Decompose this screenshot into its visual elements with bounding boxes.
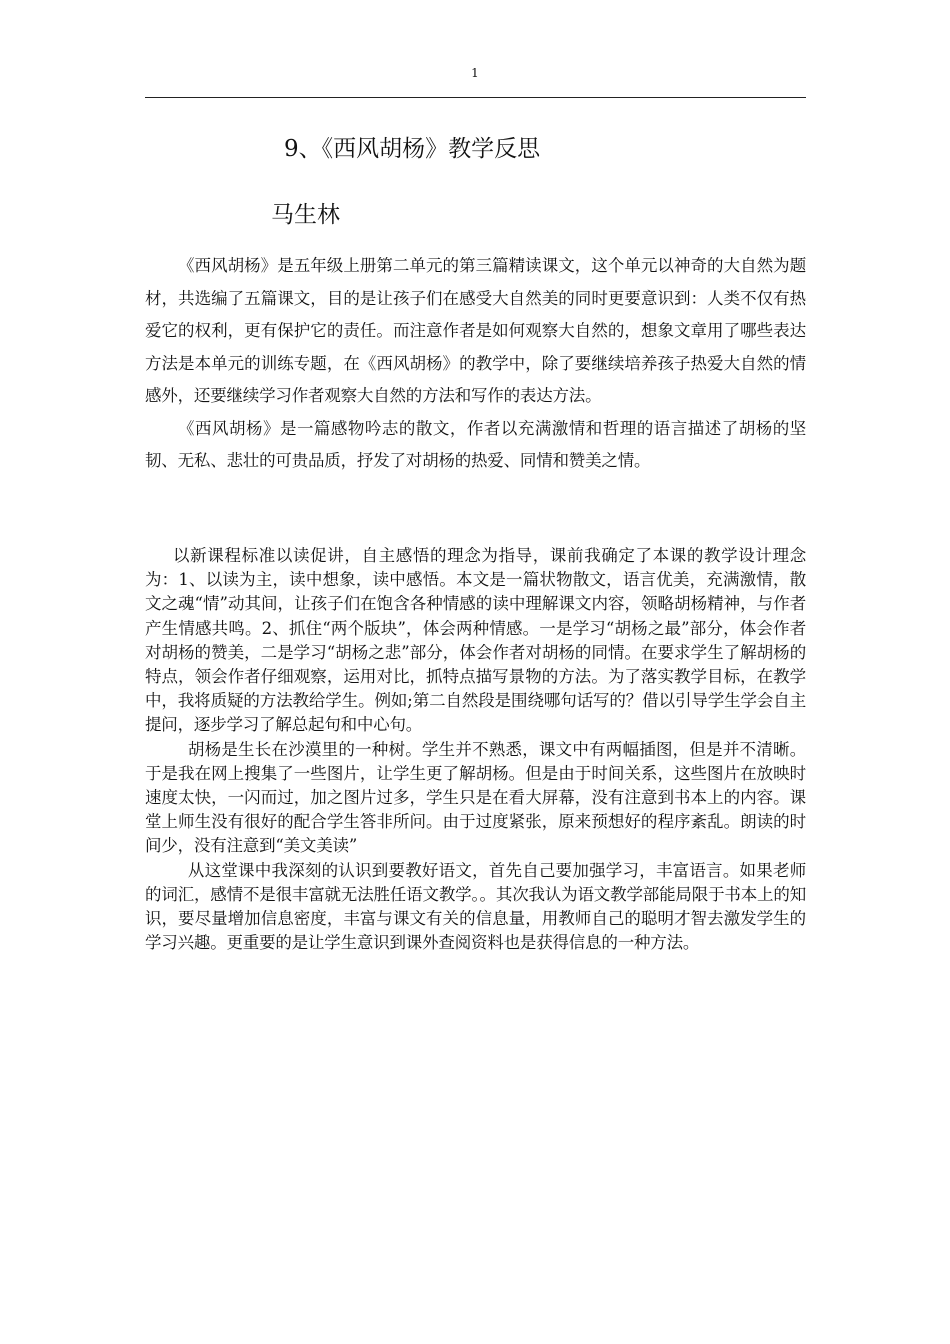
paragraph-classroom-issues: 胡杨是生长在沙漠里的一种树。学生并不熟悉，课文中有两幅插图，但是并不清晰。于是我在网上搜集了一些图片，让学生更了解胡杨。但是由于时间关系，这些图片在放映时速度太快，一闪而过，加之图片过多，学生只是在看大屏幕，没有注意到书本上的内容。课堂上师生没有很好的配合学生答非所问。由于过度紧张，原来预想好的程序紊乱。朗读的时间少，没有注意到“美文美读” <box>145 739 806 856</box>
header-divider <box>145 97 806 98</box>
document-author: 马生林 <box>271 202 340 228</box>
paragraph-design-concept: 以新课程标准以读促讲，自主感悟的理念为指导，课前我确定了本课的教学设计理念为：1、以读为主，读中想象，读中感悟。本文是一篇状物散文，语言优美，充满激情，散文之魂“情”动其间，让孩子们在饱含各种情感的读中理解课文内容，领略胡杨精神，与作者产生情感共鸣。2、抓住“两个版块”，体会两种情感。一是学习“胡杨之最”部分，体会作者对胡杨的赞美，二是学习“胡杨之悲”部分，体会作者对胡杨的同情。在要求学生了解胡杨的特点，领会作者仔细观察，运用对比，抓特点描写景物的方法。为了落实教学目标，在教学中，我将质疑的方法教给学生。例如;第二自然段是围绕哪句话写的？借以引导学生学会自主提问，逐步学习了解总起句和中心句。 <box>145 546 806 735</box>
paragraph-reflection: 从这堂课中我深刻的认识到要教好语文，首先自己要加强学习，丰富语言。如果老师的词汇，感情不是很丰富就无法胜任语文教学。。其次我认为语文教学部能局限于书本上的知识，要尽量增加信息密度，丰富与课文有关的信息量，用教师自己的聪明才智去激发学生的学习兴趣。更重要的是让学生意识到课外查阅资料也是获得信息的一种方法。 <box>145 860 806 953</box>
page-number: 1 <box>471 66 479 80</box>
paragraph-unit-overview: 《西风胡杨》是五年级上册第二单元的第三篇精读课文，这个单元以神奇的大自然为题材，共选编了五篇课文，目的是让孩子们在感受大自然美的同时更要意识到：人类不仅有热爱它的权利，更有保护它的责任。而注意作者是如何观察大自然的，想象文章用了哪些表达方法是本单元的训练专题，在《西风胡杨》的教学中，除了要继续培养孩子热爱大自然的情感外，还要继续学习作者观察大自然的方法和写作的表达方法。 <box>145 256 806 405</box>
paragraph-text-summary: 《西风胡杨》是一篇感物吟志的散文，作者以充满激情和哲理的语言描述了胡杨的坚韧、无私、悲壮的可贵品质，抒发了对胡杨的热爱、同情和赞美之情。 <box>145 418 806 470</box>
document-title: 9、《西风胡杨》教学反思 <box>284 136 541 162</box>
body-section-compact <box>145 544 806 955</box>
body-section-loose <box>145 250 806 478</box>
